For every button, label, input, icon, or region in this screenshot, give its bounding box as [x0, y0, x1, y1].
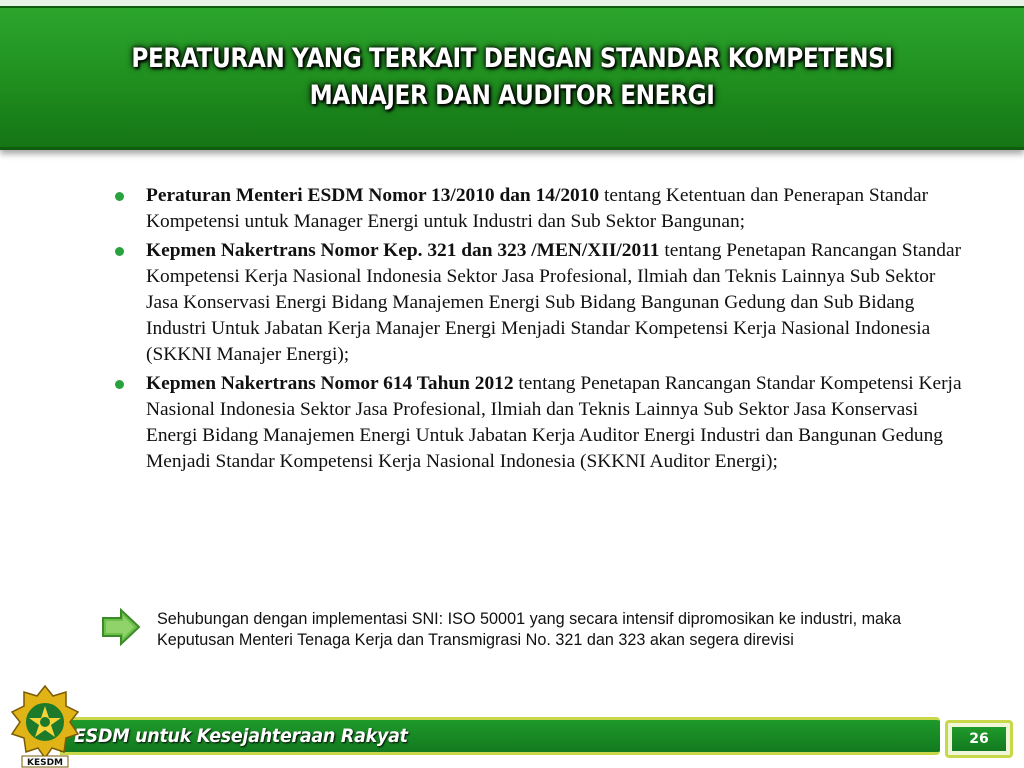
regulation-title: Peraturan Menteri ESDM Nomor 13/2010 dan 14/2010 — [146, 185, 600, 206]
slide-title-line2: MANAJER DAN AUDITOR ENERGI — [309, 80, 715, 111]
slide-title-line1: PERATURAN YANG TERKAIT DENGAN STANDAR KOMPETENSI — [131, 43, 893, 74]
bullet-icon — [115, 192, 124, 201]
bullet-icon — [115, 380, 124, 389]
regulation-description: tentang Ketentuan dan Penerapan Standar Kompetensi untuk Manager Energi untuk Industri dan Sub Sektor Bangunan; — [146, 185, 929, 232]
slide-header — [0, 0, 1024, 150]
regulation-list — [112, 183, 972, 478]
kesdm-logo-icon — [8, 684, 82, 768]
regulation-description: tentang Penetapan Rancangan Standar Kompetensi Kerja Nasional Indonesia Sektor Jasa Profesional, Ilmiah dan Teknis Lainnya Sub Sektor Jasa Konservasi Energi Bidang Manajemen Energi Untuk Jabatan Kerja Auditor Energi Industri dan Bangunan Gedung Menjadi Standar Kompetensi Kerja Nasional Indonesia (SKKNI Auditor Energi); — [146, 373, 962, 472]
logo-label: KESDM — [26, 758, 64, 768]
note-text: Sehubungan dengan implementasi SNI: ISO 50001 yang secara intensif dipromosikan ke industri, maka Keputusan Menteri Tenaga Kerja dan Transmigrasi No. 321 dan 323 akan segera direvisi — [157, 610, 902, 649]
page-number-box — [945, 720, 1013, 758]
list-item — [112, 183, 972, 235]
list-item — [112, 238, 972, 368]
page-number: 26 — [952, 727, 1006, 751]
regulation-description: tentang Penetapan Rancangan Standar Kompetensi Kerja Nasional Indonesia Sektor Jasa Profesional, Ilmiah dan Teknis Lainnya Sub Sektor Jasa Konservasi Energi Bidang Manajemen Energi Sub Bidang Bangunan Gedung dan Sub Bidang Industri Untuk Jabatan Kerja Manajer Energi Menjadi Standar Kompetensi Kerja Nasional Indonesia (SKKNI Manajer Energi); — [146, 240, 962, 365]
list-item — [112, 371, 972, 475]
arrow-right-icon — [101, 608, 141, 646]
slide-title — [72, 40, 953, 114]
bullet-icon — [115, 247, 124, 256]
regulation-title: Kepmen Nakertrans Nomor 614 Tahun 2012 — [146, 373, 514, 394]
footer-slogan: ESDM untuk Kesejahteraan Rakyat — [74, 725, 408, 747]
regulation-title: Kepmen Nakertrans Nomor Kep. 321 dan 323 /MEN/XII/2011 — [146, 240, 660, 261]
